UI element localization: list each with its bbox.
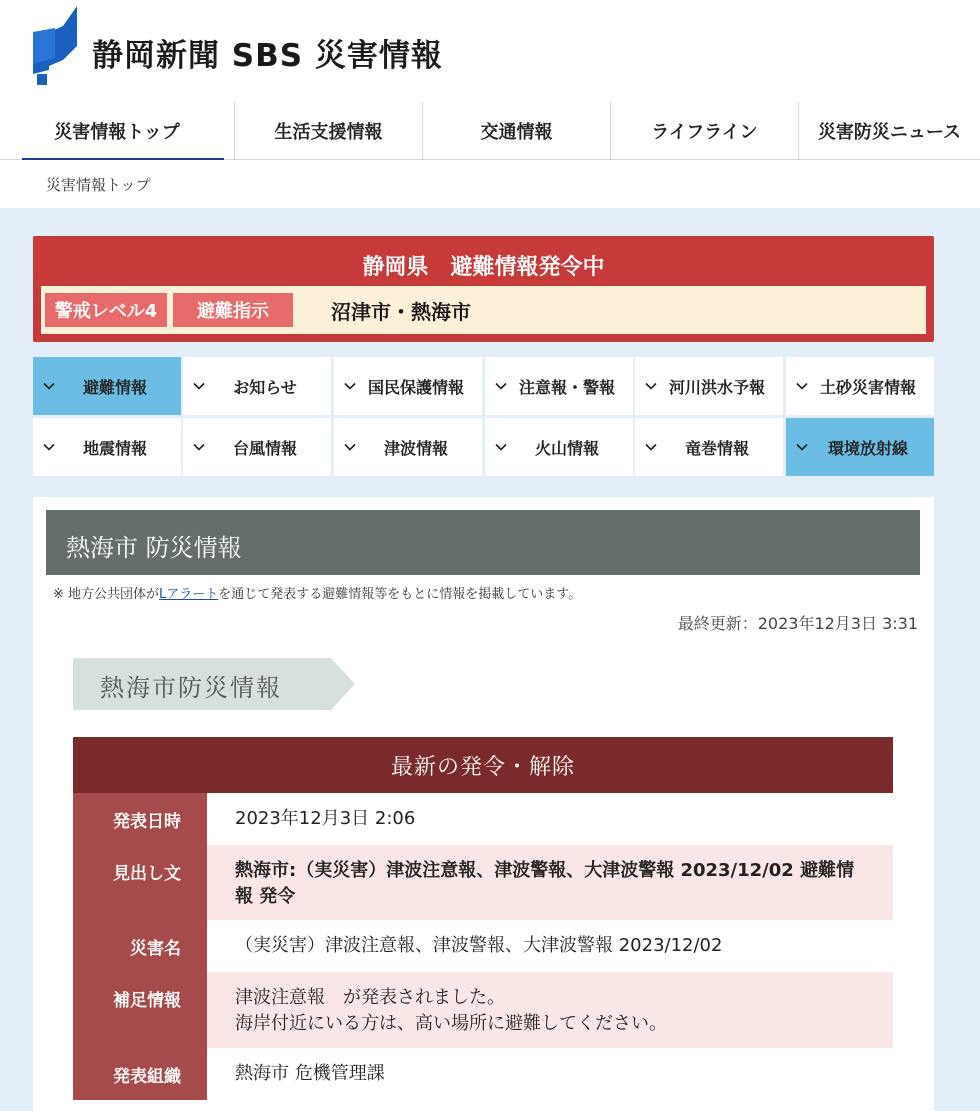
main-nav — [0, 102, 980, 160]
subheading — [73, 658, 355, 710]
row-label: 補足情報 — [73, 972, 207, 1048]
content-panel — [33, 497, 934, 1111]
chevron-down-icon — [645, 380, 657, 392]
latest-orders-table — [73, 737, 893, 1100]
alert-type-badge: 避難指示 — [173, 293, 293, 327]
table-row — [73, 1048, 893, 1100]
sbs-logo-icon[interactable] — [33, 6, 77, 86]
l-alert-link[interactable]: Lアラート — [159, 587, 219, 602]
category-warnings[interactable]: 注意報・警報 — [485, 357, 633, 415]
category-landslide[interactable]: 土砂災害情報 — [786, 357, 934, 415]
category-tsunami[interactable]: 津波情報 — [334, 418, 482, 476]
section-title: 熱海市 防災情報 — [46, 510, 920, 575]
chevron-down-icon — [645, 441, 657, 453]
chevron-down-icon — [495, 380, 507, 392]
chevron-down-icon — [495, 441, 507, 453]
row-value: 熱海市 危機管理課 — [235, 1063, 385, 1084]
chevron-down-icon — [43, 380, 55, 392]
category-civil-protection[interactable]: 国民保護情報 — [334, 357, 482, 415]
table-row — [73, 972, 893, 1048]
row-label: 災害名 — [73, 920, 207, 972]
table-row — [73, 793, 893, 845]
row-value: 熱海市:（実災害）津波注意報、津波警報、大津波警報 2023/12/02 避難情報 発令 — [207, 845, 893, 920]
alert-title: 静岡県 避難情報発令中 — [362, 255, 605, 280]
alert-body — [41, 286, 926, 334]
chevron-down-icon — [193, 380, 205, 392]
category-river-flood[interactable]: 河川洪水予報 — [635, 357, 783, 415]
alert-cities: 沼津市・熱海市 — [331, 300, 471, 324]
subheading-text: 熱海市防災情報 — [100, 674, 282, 702]
chevron-down-icon — [796, 380, 808, 392]
chevron-down-icon — [43, 441, 55, 453]
category-tornado[interactable]: 竜巻情報 — [635, 418, 783, 476]
breadcrumb-current: 災害情報トップ — [46, 176, 151, 194]
chevron-down-icon — [796, 441, 808, 453]
category-radiation[interactable]: 環境放射線 — [786, 418, 934, 476]
chevron-down-icon — [344, 380, 356, 392]
row-value: （実災害）津波注意報、津波警報、大津波警報 2023/12/02 — [235, 935, 723, 956]
table-row — [73, 845, 893, 920]
tab-disaster-top[interactable]: 災害情報トップ — [0, 102, 234, 160]
evacuation-alert-banner[interactable] — [33, 236, 934, 342]
chevron-down-icon — [344, 441, 356, 453]
tab-traffic[interactable]: 交通情報 — [422, 102, 610, 160]
tab-life-support[interactable]: 生活支援情報 — [234, 102, 422, 160]
table-row — [73, 920, 893, 972]
category-typhoon[interactable]: 台風情報 — [183, 418, 331, 476]
category-grid — [33, 357, 934, 476]
row-value: 津波注意報 が発表されました。 海岸付近にいる方は、高い場所に避難してください。 — [207, 972, 893, 1048]
category-volcano[interactable]: 火山情報 — [485, 418, 633, 476]
tab-disaster-news[interactable]: 災害防災ニュース — [798, 102, 980, 160]
category-notice[interactable]: お知らせ — [183, 357, 331, 415]
row-value: 2023年12月3日 2:06 — [235, 808, 416, 829]
alert-level-badge: 警戒レベル4 — [45, 293, 167, 327]
source-note: ※ 地方公共団体がLアラートを通じて発表する避難情報等をもとに情報を掲載しています。 — [53, 587, 582, 602]
row-label: 発表日時 — [73, 793, 207, 845]
category-evacuation[interactable]: 避難情報 — [33, 357, 181, 415]
breadcrumb — [0, 160, 980, 208]
category-earthquake[interactable]: 地震情報 — [33, 418, 181, 476]
row-label: 発表組織 — [73, 1048, 207, 1100]
last-updated: 最終更新：2023年12月3日 3:31 — [677, 614, 918, 633]
row-label: 見出し文 — [73, 845, 207, 920]
site-header — [0, 0, 980, 100]
chevron-down-icon — [193, 441, 205, 453]
tab-lifeline[interactable]: ライフライン — [610, 102, 798, 160]
table-heading: 最新の発令・解除 — [73, 737, 893, 793]
site-title[interactable]: 静岡新聞 SBS 災害情報 — [92, 38, 443, 74]
